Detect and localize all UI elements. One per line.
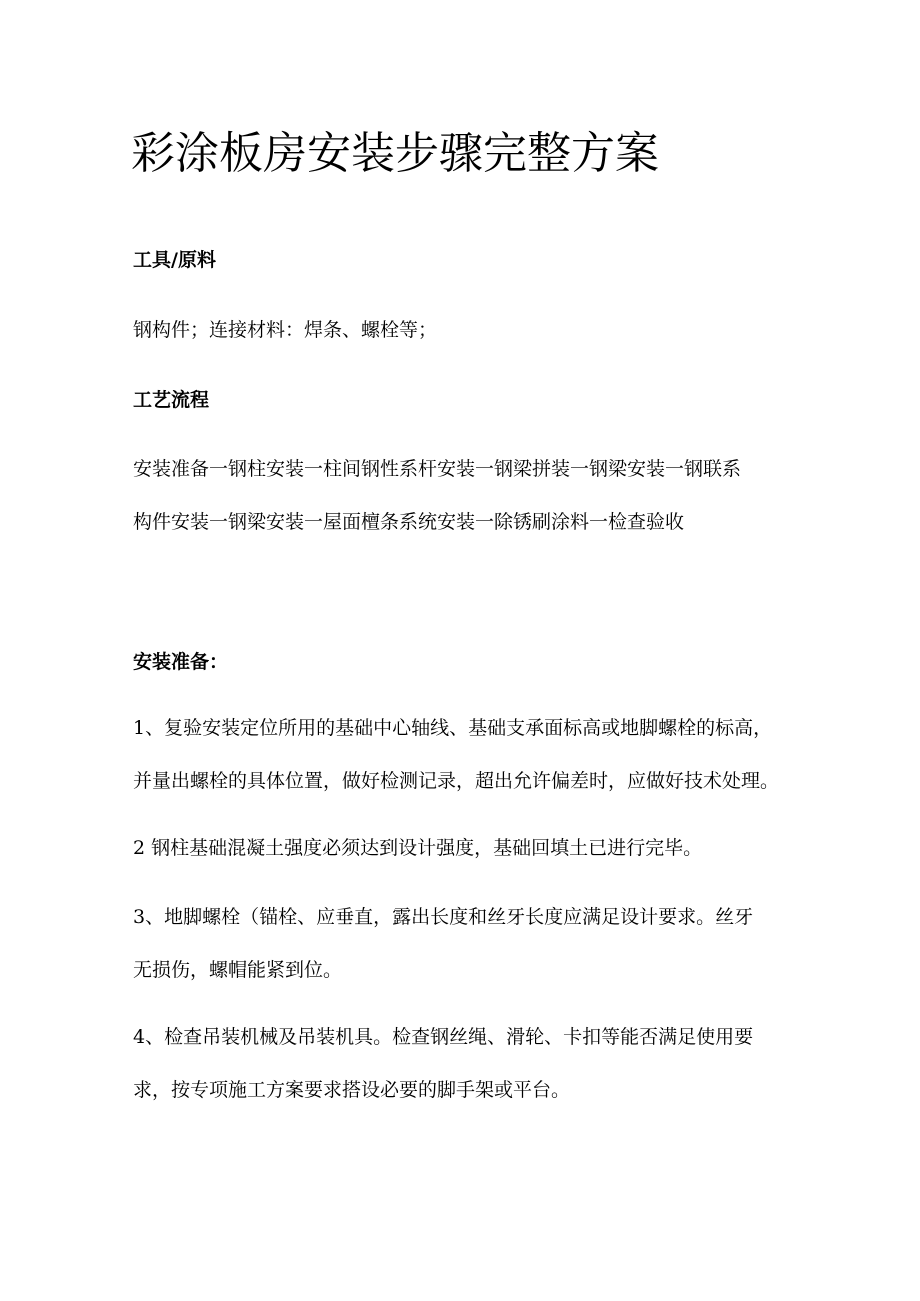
prep-item-4	[133, 1023, 798, 1104]
process-flow-line: 构件安装一钢梁安装一屋面檀条系统安装一除锈刷涂料一检查验收	[133, 511, 685, 533]
prep-item-3	[133, 903, 798, 984]
prep-heading: 安装准备：	[133, 651, 229, 673]
prep-item-line: 无损伤，螺帽能紧到位。	[133, 959, 343, 981]
materials-heading: 工具/原料	[133, 249, 216, 271]
prep-item-line: 求，按专项施工方案要求搭设必要的脚手架或平台。	[133, 1079, 571, 1101]
prep-item-line: 并量出螺栓的具体位置，做好检测记录，超出允许偏差时，应做好技术处理。	[133, 770, 780, 792]
document-title: 彩涂板房安装步骤完整方案	[131, 128, 659, 179]
prep-item-line: 3、地脚螺栓（锚栓、应垂直，露出长度和丝牙长度应满足设计要求。丝牙	[133, 906, 754, 928]
prep-item-line: 2 钢柱基础混凝土强度必须达到设计强度，基础回填土已进行完毕。	[133, 837, 703, 859]
materials-text: 钢构件；连接材料：焊条、螺栓等；	[133, 319, 438, 341]
process-flow	[133, 455, 798, 536]
process-heading: 工艺流程	[133, 389, 210, 411]
process-flow-line: 安装准备一钢柱安装一柱间钢性系杆安装一钢梁拼装一钢梁安装一钢联系	[133, 458, 742, 480]
prep-item-1	[133, 714, 798, 795]
prep-item-line: 4、检查吊装机械及吊装机具。检查钢丝绳、滑轮、卡扣等能否满足使用要	[133, 1026, 754, 1048]
prep-item-2	[133, 834, 798, 862]
prep-item-line: 1、复验安装定位所用的基础中心轴线、基础支承面标高或地脚螺栓的标高，	[133, 717, 773, 739]
